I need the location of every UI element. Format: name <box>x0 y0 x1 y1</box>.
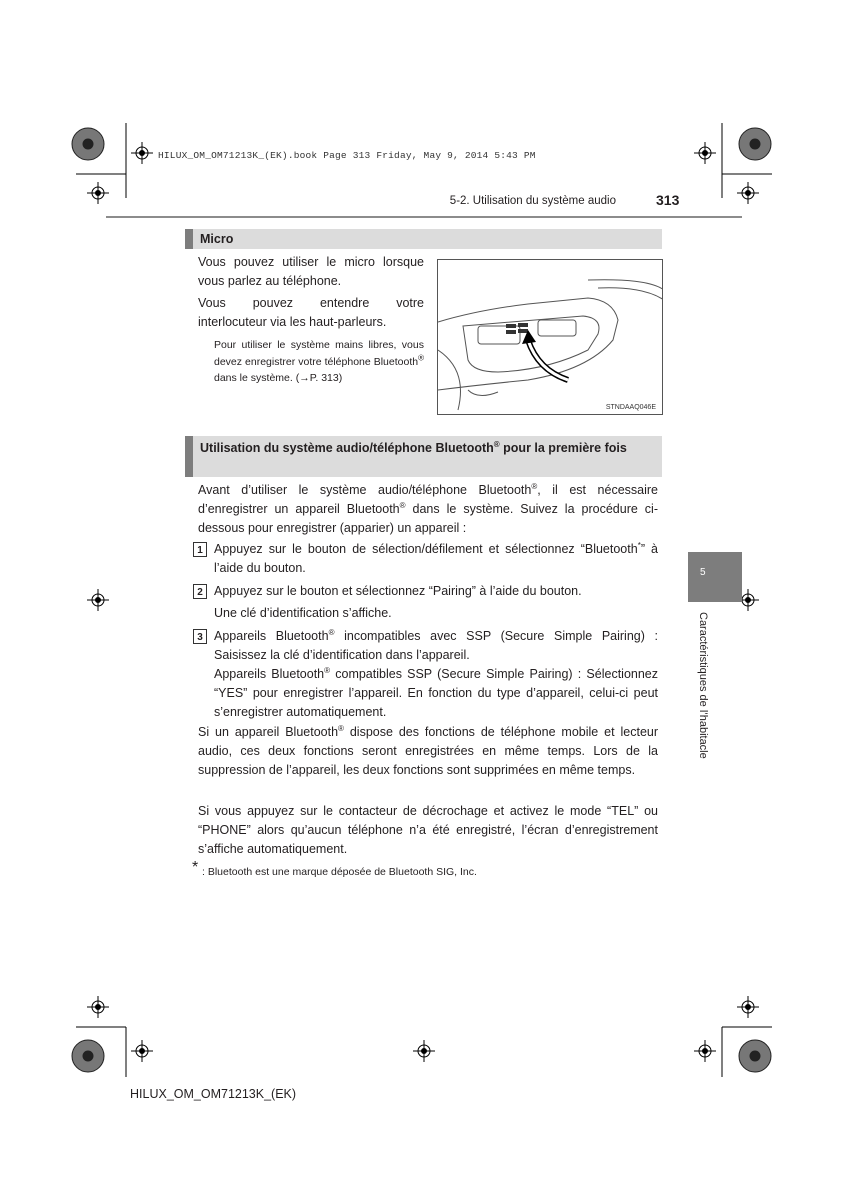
bluetooth-paragraph-tel: Si vous appuyez sur le contacteur de décrochage et activez le mode “TEL” ou “PHONE” alors qu’aucun téléphone n’a été enregistré, l’écran d’enregistrement s’affiche automatiquement. <box>198 804 658 856</box>
figure-code: STNDAAQ046E <box>605 404 656 411</box>
micro-note: Pour utiliser le système mains libres, vous devez enregistrer votre téléphone Bluetooth® dans le système. (→P. 313) <box>214 339 424 384</box>
step-2-subtext: Une clé d’identification s’affiche. <box>214 606 392 620</box>
chapter-tab <box>688 552 742 602</box>
arrow-icon: → <box>299 372 310 384</box>
step-2-text: Appuyez sur le bouton et sélectionnez “Pairing” à l’aide du bouton. <box>214 584 582 598</box>
step-number-1: 1 <box>193 542 207 557</box>
bluetooth-paragraph-dual: Si un appareil Bluetooth® dispose des fonctions de téléphone mobile et lecteur audio, ces deux fonctions seront enregistrées en même temps. Lors de la suppression de l’appareil, les deux fonctions sont supprimées en même temps. <box>198 723 659 777</box>
chapter-number: 5 <box>700 567 706 578</box>
section-reference: 5-2. Utilisation du système audio <box>449 195 616 207</box>
bluetooth-heading: Utilisation du système audio/téléphone Bluetooth® pour la première fois <box>185 436 662 477</box>
step-number-2: 2 <box>193 584 207 599</box>
microphone-figure <box>437 259 663 415</box>
footer-code: HILUX_OM_OM71213K_(EK) <box>130 1087 297 1101</box>
page-number: 313 <box>656 192 680 208</box>
header-rule <box>106 216 742 218</box>
chapter-label: Caractéristiques de l’habitacle <box>697 612 709 759</box>
footnote-mark: * <box>192 859 199 876</box>
overhead-console-illustration <box>438 260 663 415</box>
micro-heading: Micro <box>185 229 662 249</box>
micro-paragraph-1: Vous pouvez utiliser le micro lorsque vous parlez au téléphone. <box>198 255 424 288</box>
bluetooth-intro: Avant d’utiliser le système audio/téléphone Bluetooth®, il est nécessaire d’enregistrer un appareil Bluetooth® dans le système. Suivez la procédure ci-dessous pour enregistrer (apparier) un appareil : <box>198 481 658 535</box>
step-1-text: Appuyez sur le bouton de sélection/défilement et sélectionnez “Bluetooth*” à l’aide du bouton. <box>214 540 658 575</box>
step-3-text: Appareils Bluetooth® incompatibles avec SSP (Secure Simple Pairing) : Saisissez la clé d’identification dans l’appareil. Appareils Bluetooth® compatibles SSP (Secure Simple Pairing) : Sélectionnez “YES” pour enregistrer l’appareil. En fonction du type d’appareil, celui-ci peut s’enregistrer automatiquement. <box>214 627 658 719</box>
micro-paragraph-2: Vous pouvez entendre votre interlocuteur via les haut-parleurs. <box>198 296 424 329</box>
step-number-3: 3 <box>193 629 207 644</box>
footnote: : Bluetooth est une marque déposée de Bluetooth SIG, Inc. <box>202 866 477 878</box>
print-header: HILUX_OM_OM71213K_(EK).book Page 313 Friday, May 9, 2014 5:43 PM <box>158 150 536 161</box>
